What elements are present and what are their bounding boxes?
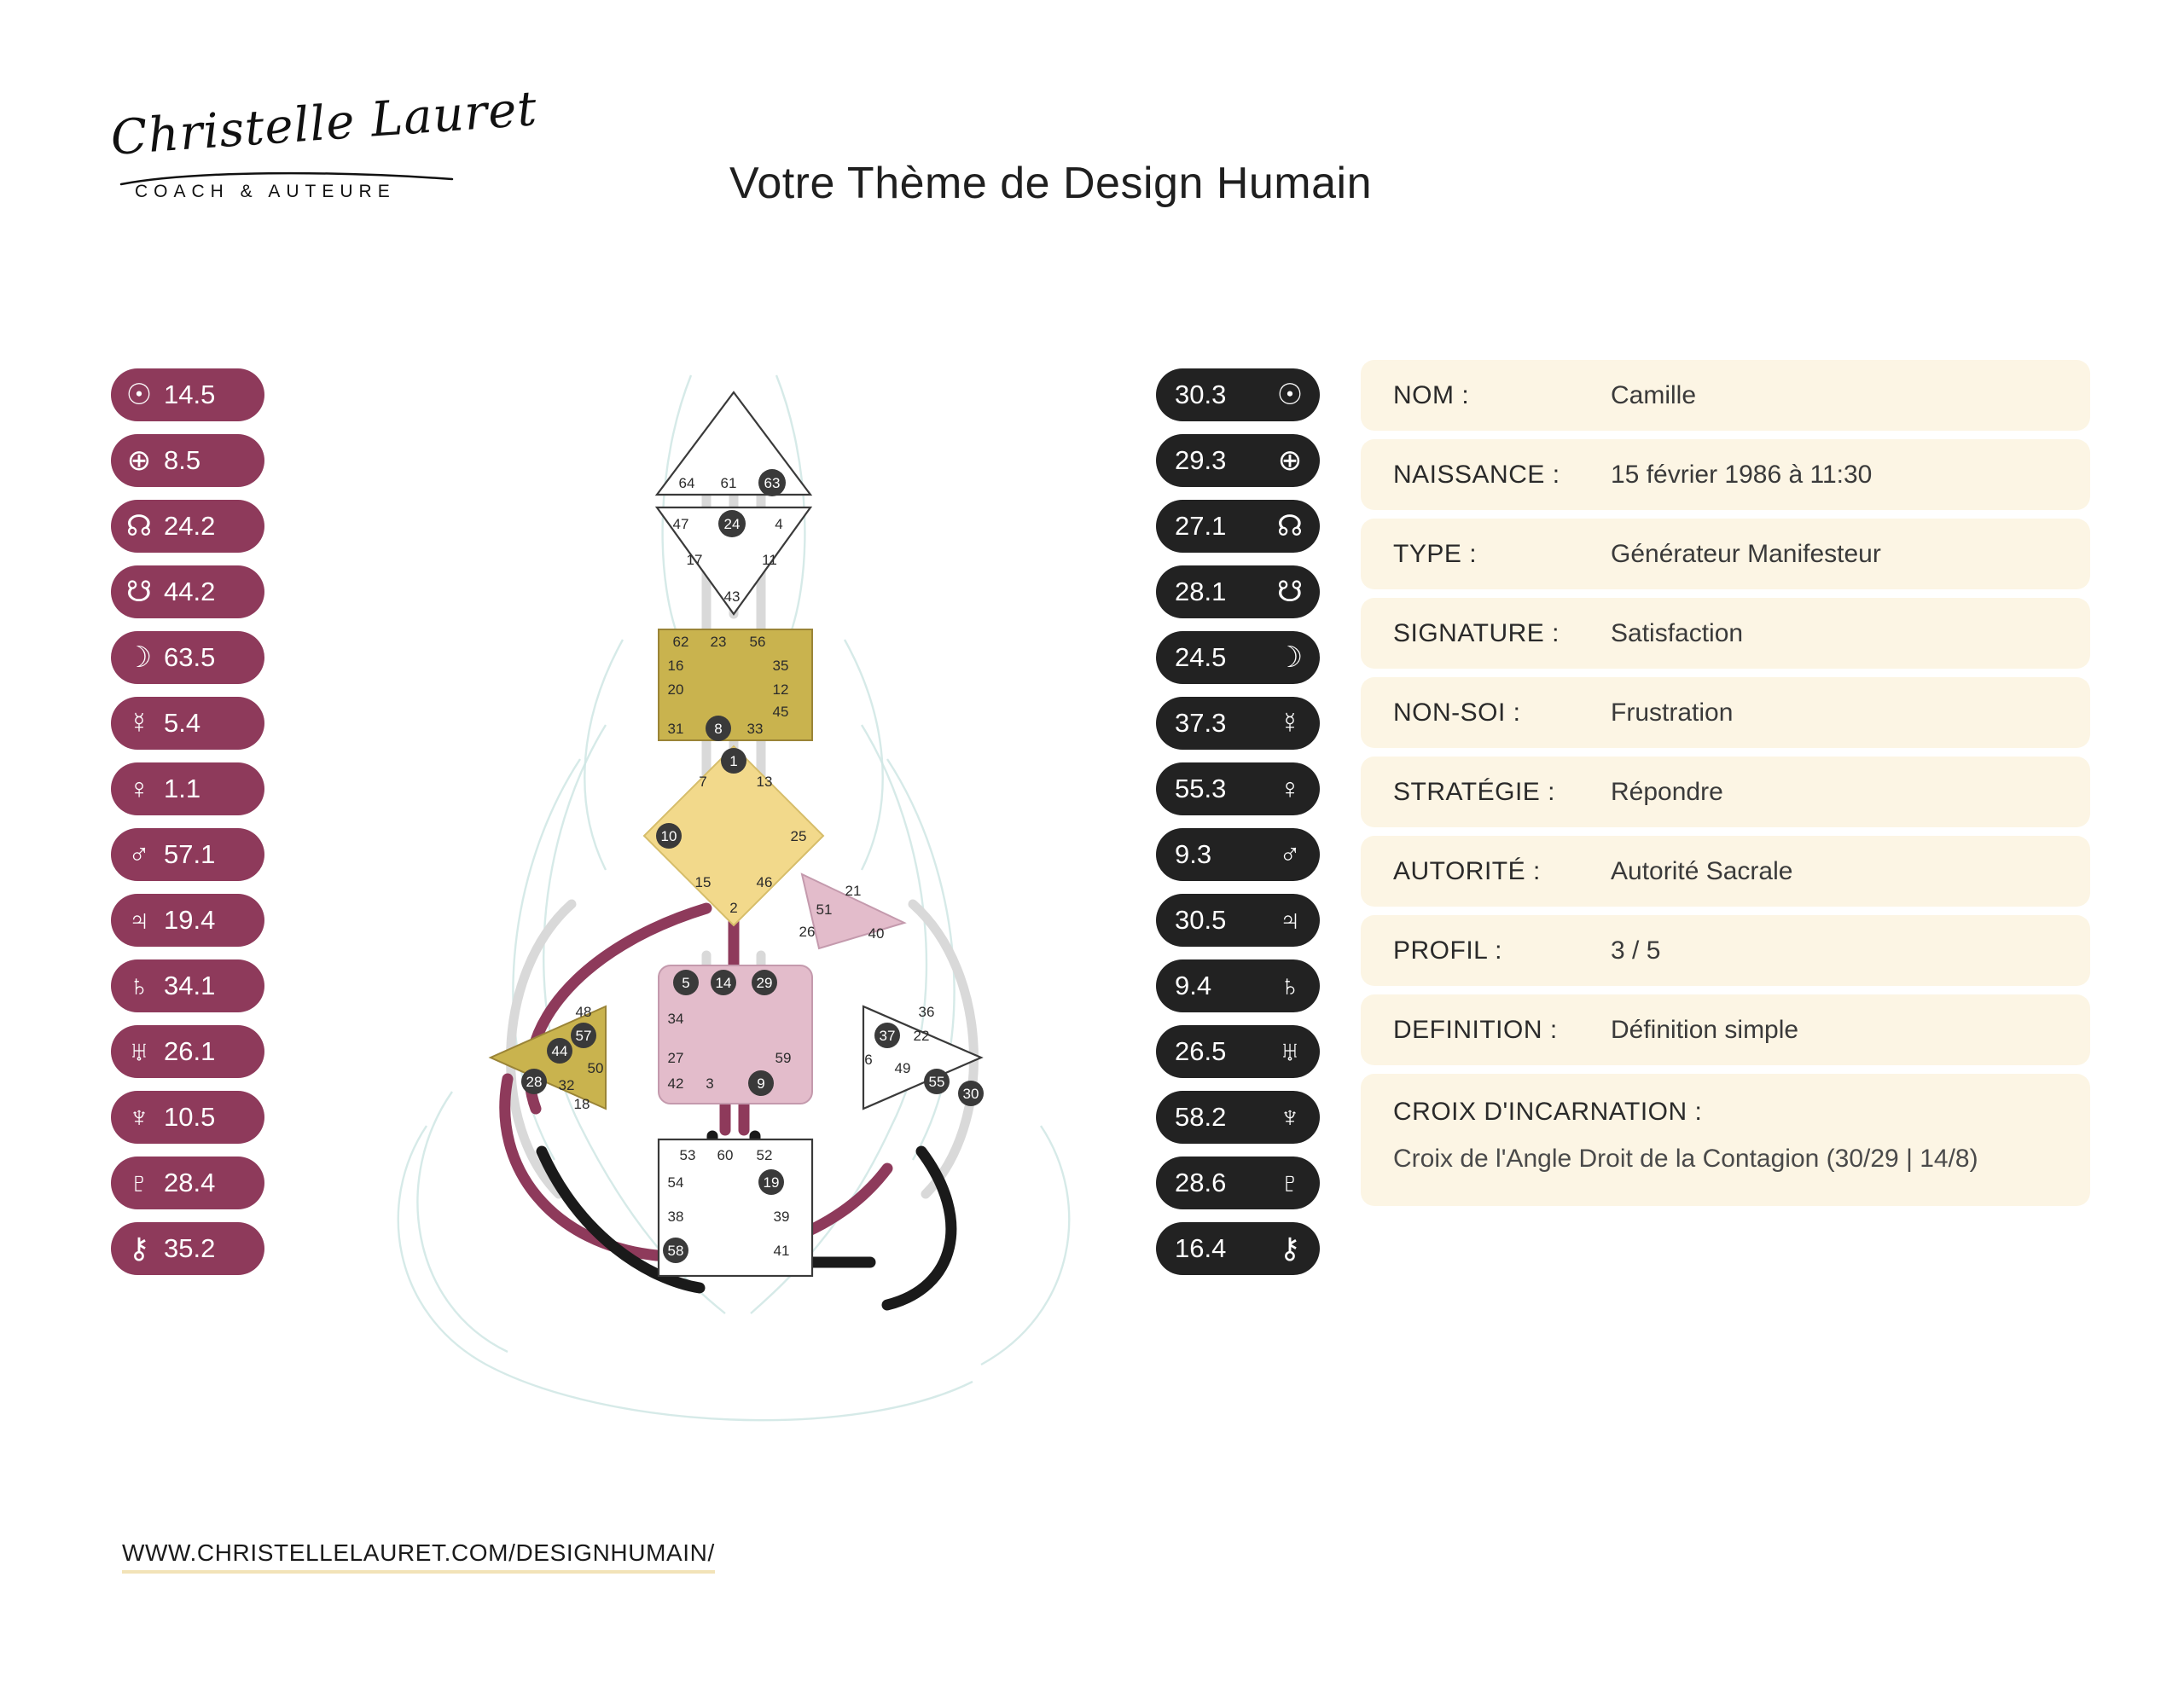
svg-text:64: 64	[678, 475, 695, 491]
design-planet-row	[111, 1157, 264, 1209]
svg-text:11: 11	[762, 552, 777, 568]
design-planet-row	[111, 368, 264, 421]
design-planet-value: 35.2	[164, 1233, 216, 1263]
personality-planet-value: 27.1	[1175, 511, 1227, 541]
info-value: 3 / 5	[1611, 936, 1661, 965]
mercury-icon: ☿	[1279, 707, 1301, 739]
svg-text:57: 57	[575, 1028, 592, 1044]
personality-planet-row	[1156, 762, 1320, 815]
svg-text:52: 52	[756, 1147, 773, 1163]
design-planet-row	[111, 500, 264, 553]
svg-text:6: 6	[864, 1052, 873, 1068]
svg-text:28: 28	[526, 1074, 543, 1090]
design-planet-value: 26.1	[164, 1036, 216, 1066]
info-value: Définition simple	[1611, 1015, 1799, 1044]
chiron-icon: ⚷	[128, 1232, 150, 1265]
svg-text:49: 49	[894, 1060, 911, 1076]
svg-text:2: 2	[729, 900, 738, 916]
info-row-autorite	[1361, 836, 2090, 907]
svg-text:8: 8	[714, 721, 723, 737]
brand-logo	[108, 81, 539, 230]
north-node-icon: ☊	[125, 510, 153, 542]
svg-text:31: 31	[667, 721, 684, 737]
personality-planet-row	[1156, 565, 1320, 618]
design-planet-value: 10.5	[164, 1102, 216, 1132]
info-label: PROFIL :	[1393, 936, 1502, 965]
info-label: AUTORITÉ :	[1393, 856, 1541, 885]
pluto-icon: ♇	[128, 1167, 150, 1199]
svg-text:41: 41	[773, 1243, 790, 1259]
south-node-icon: ☋	[125, 576, 153, 608]
design-planet-row	[111, 1025, 264, 1078]
jupiter-icon: ♃	[128, 904, 150, 936]
sun-icon: ☉	[1276, 379, 1304, 411]
svg-text:51: 51	[816, 901, 833, 918]
earth-icon: ⊕	[1277, 444, 1303, 477]
svg-text:53: 53	[679, 1147, 696, 1163]
cross-label: CROIX D'INCARNATION :	[1393, 1098, 1703, 1126]
svg-text:37: 37	[879, 1028, 896, 1044]
svg-text:39: 39	[773, 1209, 790, 1225]
svg-text:43: 43	[723, 588, 741, 605]
center-ajna	[657, 507, 810, 614]
info-row-signature	[1361, 598, 2090, 669]
personality-planet-value: 28.1	[1175, 577, 1227, 606]
info-row-type	[1361, 519, 2090, 589]
chiron-icon: ⚷	[1279, 1232, 1301, 1265]
svg-text:25: 25	[790, 828, 807, 844]
center-g	[644, 746, 823, 925]
center-solar-plexus	[863, 1004, 984, 1109]
design-planet-row	[111, 1091, 264, 1144]
svg-text:5: 5	[682, 975, 690, 991]
sun-icon: ☉	[125, 379, 153, 411]
personality-planet-value: 26.5	[1175, 1036, 1227, 1066]
center-sacral	[659, 965, 812, 1104]
svg-text:45: 45	[772, 704, 789, 720]
design-planet-row	[111, 894, 264, 947]
design-planet-row	[111, 565, 264, 618]
svg-text:58: 58	[667, 1243, 684, 1259]
design-planet-column	[111, 368, 264, 1275]
info-row-nom	[1361, 360, 2090, 431]
logo-subtitle: COACH & AUTEURE	[135, 182, 396, 201]
personality-planet-value: 37.3	[1175, 708, 1227, 738]
svg-text:16: 16	[667, 658, 684, 674]
svg-text:21: 21	[845, 883, 862, 899]
svg-text:29: 29	[756, 975, 773, 991]
svg-text:15: 15	[694, 874, 712, 890]
venus-icon: ♀	[1279, 773, 1301, 805]
svg-text:38: 38	[667, 1209, 684, 1225]
personality-planet-value: 55.3	[1175, 774, 1227, 803]
personality-planet-row	[1156, 1025, 1320, 1078]
svg-text:23: 23	[710, 634, 727, 650]
design-planet-value: 19.4	[164, 905, 216, 935]
info-value: Autorité Sacrale	[1611, 856, 1793, 885]
south-node-icon: ☋	[1276, 576, 1304, 608]
svg-text:3: 3	[706, 1075, 714, 1092]
center-heart	[799, 874, 904, 948]
info-label: STRATÉGIE :	[1393, 777, 1555, 806]
svg-text:46: 46	[756, 874, 773, 890]
info-value: Frustration	[1611, 698, 1734, 727]
design-planet-row	[111, 434, 264, 487]
uranus-icon: ♅	[1279, 1035, 1301, 1068]
personality-planet-row	[1156, 1091, 1320, 1144]
svg-text:10: 10	[660, 828, 677, 844]
pluto-icon: ♇	[1279, 1167, 1301, 1199]
design-planet-value: 24.2	[164, 511, 216, 541]
moon-icon: ☽	[125, 641, 153, 674]
svg-text:33: 33	[746, 721, 764, 737]
personality-planet-value: 24.5	[1175, 642, 1227, 672]
design-planet-value: 8.5	[164, 445, 201, 475]
cross-value: Croix de l'Angle Droit de la Contagion (30/29 | 14/8)	[1393, 1145, 1978, 1173]
svg-text:9: 9	[757, 1075, 765, 1092]
svg-text:62: 62	[672, 634, 689, 650]
mercury-icon: ☿	[128, 707, 150, 739]
svg-text:30: 30	[962, 1086, 979, 1102]
design-planet-value: 44.2	[164, 577, 216, 606]
design-planet-value: 34.1	[164, 971, 216, 1000]
personality-planet-value: 9.3	[1175, 839, 1212, 869]
design-planet-row	[111, 828, 264, 881]
info-label: DEFINITION :	[1393, 1015, 1558, 1044]
svg-text:20: 20	[667, 681, 684, 698]
svg-text:1: 1	[729, 753, 738, 769]
svg-text:59: 59	[775, 1050, 792, 1066]
mars-icon: ♂	[1279, 838, 1301, 871]
info-value: Camille	[1611, 380, 1697, 409]
design-planet-value: 63.5	[164, 642, 216, 672]
personality-planet-row	[1156, 697, 1320, 750]
design-planet-row	[111, 631, 264, 684]
personality-planet-value: 30.5	[1175, 905, 1227, 935]
svg-text:60: 60	[717, 1147, 734, 1163]
svg-text:54: 54	[667, 1174, 684, 1191]
svg-text:17: 17	[686, 552, 703, 568]
center-root	[659, 1139, 812, 1276]
design-planet-value: 5.4	[164, 708, 201, 738]
personality-planet-value: 58.2	[1175, 1102, 1227, 1132]
personality-planet-row	[1156, 1157, 1320, 1209]
svg-text:50: 50	[587, 1060, 604, 1076]
personality-planet-value: 9.4	[1175, 971, 1212, 1000]
logo-swash-icon	[118, 167, 459, 193]
website-url[interactable]: WWW.CHRISTELLELAURET.COM/DESIGNHUMAIN/	[122, 1539, 715, 1574]
svg-text:34: 34	[667, 1011, 684, 1027]
info-label: NAISSANCE :	[1393, 460, 1560, 489]
design-planet-row	[111, 697, 264, 750]
design-planet-row	[111, 1222, 264, 1275]
info-row-strategie	[1361, 757, 2090, 827]
earth-icon: ⊕	[126, 444, 152, 477]
svg-text:14: 14	[715, 975, 732, 991]
svg-text:35: 35	[772, 658, 789, 674]
info-row-naissance	[1361, 439, 2090, 510]
svg-text:55: 55	[928, 1074, 945, 1090]
personality-planet-value: 16.4	[1175, 1233, 1227, 1263]
personality-planet-value: 28.6	[1175, 1168, 1227, 1197]
svg-text:63: 63	[764, 475, 781, 491]
svg-text:13: 13	[756, 774, 773, 790]
info-label: TYPE :	[1393, 539, 1478, 568]
info-row-profil	[1361, 915, 2090, 986]
jupiter-icon: ♃	[1279, 904, 1301, 936]
svg-text:12: 12	[772, 681, 789, 698]
personality-planet-row	[1156, 434, 1320, 487]
design-planet-row	[111, 762, 264, 815]
svg-text:27: 27	[667, 1050, 684, 1066]
moon-icon: ☽	[1276, 641, 1304, 674]
svg-text:36: 36	[918, 1004, 935, 1020]
svg-text:18: 18	[573, 1096, 590, 1112]
uranus-icon: ♅	[128, 1035, 150, 1068]
logo-script-text: Christelle Lauret	[108, 81, 539, 166]
personality-planet-row	[1156, 959, 1320, 1012]
info-value: 15 février 1986 à 11:30	[1611, 460, 1873, 489]
info-panel	[1361, 360, 2090, 1206]
info-row-non-soi	[1361, 677, 2090, 748]
svg-text:19: 19	[763, 1174, 780, 1191]
info-label: SIGNATURE :	[1393, 618, 1560, 647]
personality-planet-value: 30.3	[1175, 380, 1227, 409]
svg-text:40: 40	[868, 925, 885, 942]
info-row-croix-incarnation	[1361, 1074, 2090, 1206]
info-label: NOM :	[1393, 380, 1470, 409]
info-label: NON-SOI :	[1393, 698, 1521, 727]
svg-text:24: 24	[723, 516, 741, 532]
info-row-definition	[1361, 994, 2090, 1065]
info-value: Satisfaction	[1611, 618, 1744, 647]
bodygraph-diagram	[324, 358, 1143, 1467]
design-planet-value: 14.5	[164, 380, 216, 409]
svg-text:47: 47	[672, 516, 689, 532]
personality-planet-row	[1156, 894, 1320, 947]
svg-text:4: 4	[775, 516, 783, 532]
venus-icon: ♀	[128, 773, 150, 805]
center-throat	[659, 629, 812, 741]
personality-planet-value: 29.3	[1175, 445, 1227, 475]
personality-planet-row	[1156, 500, 1320, 553]
design-planet-value: 1.1	[164, 774, 201, 803]
svg-text:48: 48	[575, 1004, 592, 1020]
design-planet-row	[111, 959, 264, 1012]
personality-planet-row	[1156, 1222, 1320, 1275]
design-planet-value: 28.4	[164, 1168, 216, 1197]
svg-text:32: 32	[558, 1077, 575, 1093]
info-value: Générateur Manifesteur	[1611, 539, 1881, 568]
north-node-icon: ☊	[1276, 510, 1304, 542]
mars-icon: ♂	[128, 838, 150, 871]
svg-text:44: 44	[551, 1043, 568, 1059]
svg-text:26: 26	[799, 924, 816, 940]
svg-text:42: 42	[667, 1075, 684, 1092]
svg-text:61: 61	[720, 475, 737, 491]
svg-text:22: 22	[913, 1028, 930, 1044]
personality-planet-row	[1156, 631, 1320, 684]
personality-planet-column	[1156, 368, 1320, 1275]
neptune-icon: ♆	[1279, 1101, 1301, 1133]
neptune-icon: ♆	[128, 1101, 150, 1133]
design-planet-value: 57.1	[164, 839, 216, 869]
saturn-icon: ♄	[128, 970, 150, 1002]
personality-planet-row	[1156, 828, 1320, 881]
personality-planet-row	[1156, 368, 1320, 421]
svg-text:56: 56	[749, 634, 766, 650]
info-value: Répondre	[1611, 777, 1723, 806]
page-title: Votre Thème de Design Humain	[729, 159, 1372, 208]
svg-text:7: 7	[699, 774, 707, 790]
saturn-icon: ♄	[1279, 970, 1301, 1002]
